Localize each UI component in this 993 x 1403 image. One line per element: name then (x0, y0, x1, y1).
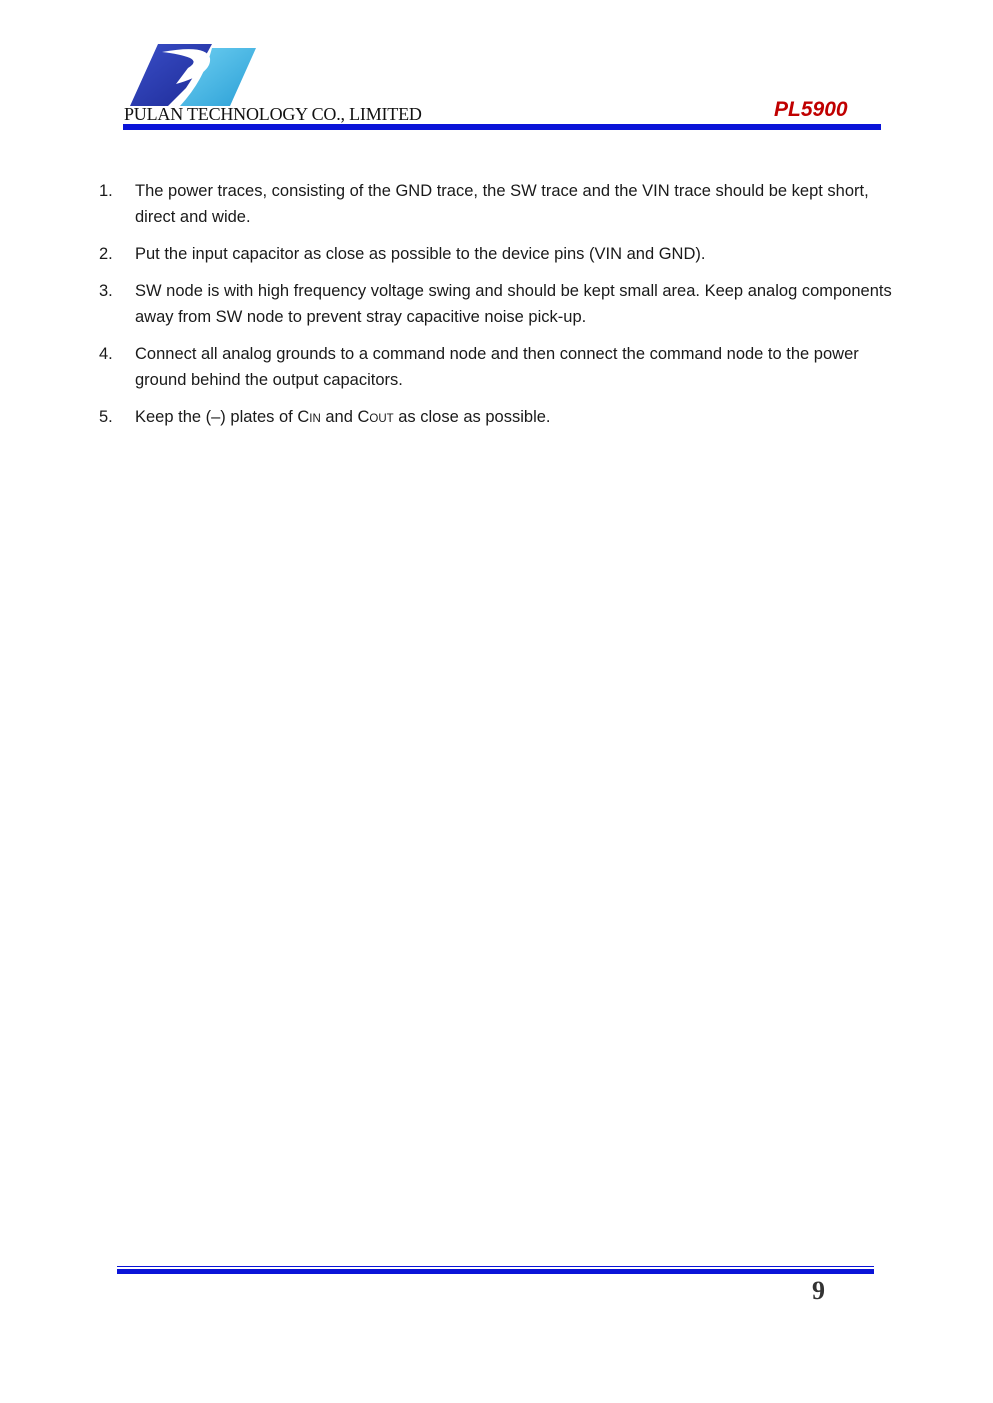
item-number: 3. (99, 282, 113, 300)
item-text: The power traces, consisting of the GND trace, the SW trace and the VIN trace should be kept short, direct and wide. (135, 182, 869, 226)
document-id: PL5900 (774, 98, 848, 121)
item-text: Connect all analog grounds to a command node and then connect the command node to the power ground behind the output capacitors. (135, 345, 859, 389)
cin-subscript: IN (309, 413, 321, 425)
pulan-logo-icon (128, 40, 258, 110)
item-number: 5. (99, 408, 113, 426)
item-text: Put the input capacitor as close as possible to the device pins (VIN and GND). (135, 245, 706, 263)
header-rule (123, 124, 881, 130)
item-text-suffix: as close as possible. (393, 408, 551, 426)
item-number: 1. (99, 182, 113, 200)
list-item (99, 241, 899, 267)
list-item (99, 341, 899, 393)
item-text (135, 408, 551, 426)
list-item (99, 278, 899, 330)
footer-rule-thin (117, 1266, 874, 1267)
item-text-mid: and C (320, 408, 370, 426)
item-text-prefix: Keep the (–) plates of C (135, 408, 310, 426)
item-number: 4. (99, 345, 113, 363)
item-number: 2. (99, 245, 113, 263)
cout-subscript: OUT (369, 413, 394, 425)
page-number: 9 (812, 1276, 825, 1305)
layout-guidelines-list (99, 178, 899, 443)
footer-rule-thick (117, 1269, 874, 1274)
company-name: PULAN TECHNOLOGY CO., LIMITED (124, 104, 422, 124)
item-text: SW node is with high frequency voltage swing and should be kept small area. Keep analog components away from SW node to prevent stray capacitive noise pick-up. (135, 282, 892, 326)
list-item (99, 178, 899, 230)
list-item (99, 404, 899, 432)
